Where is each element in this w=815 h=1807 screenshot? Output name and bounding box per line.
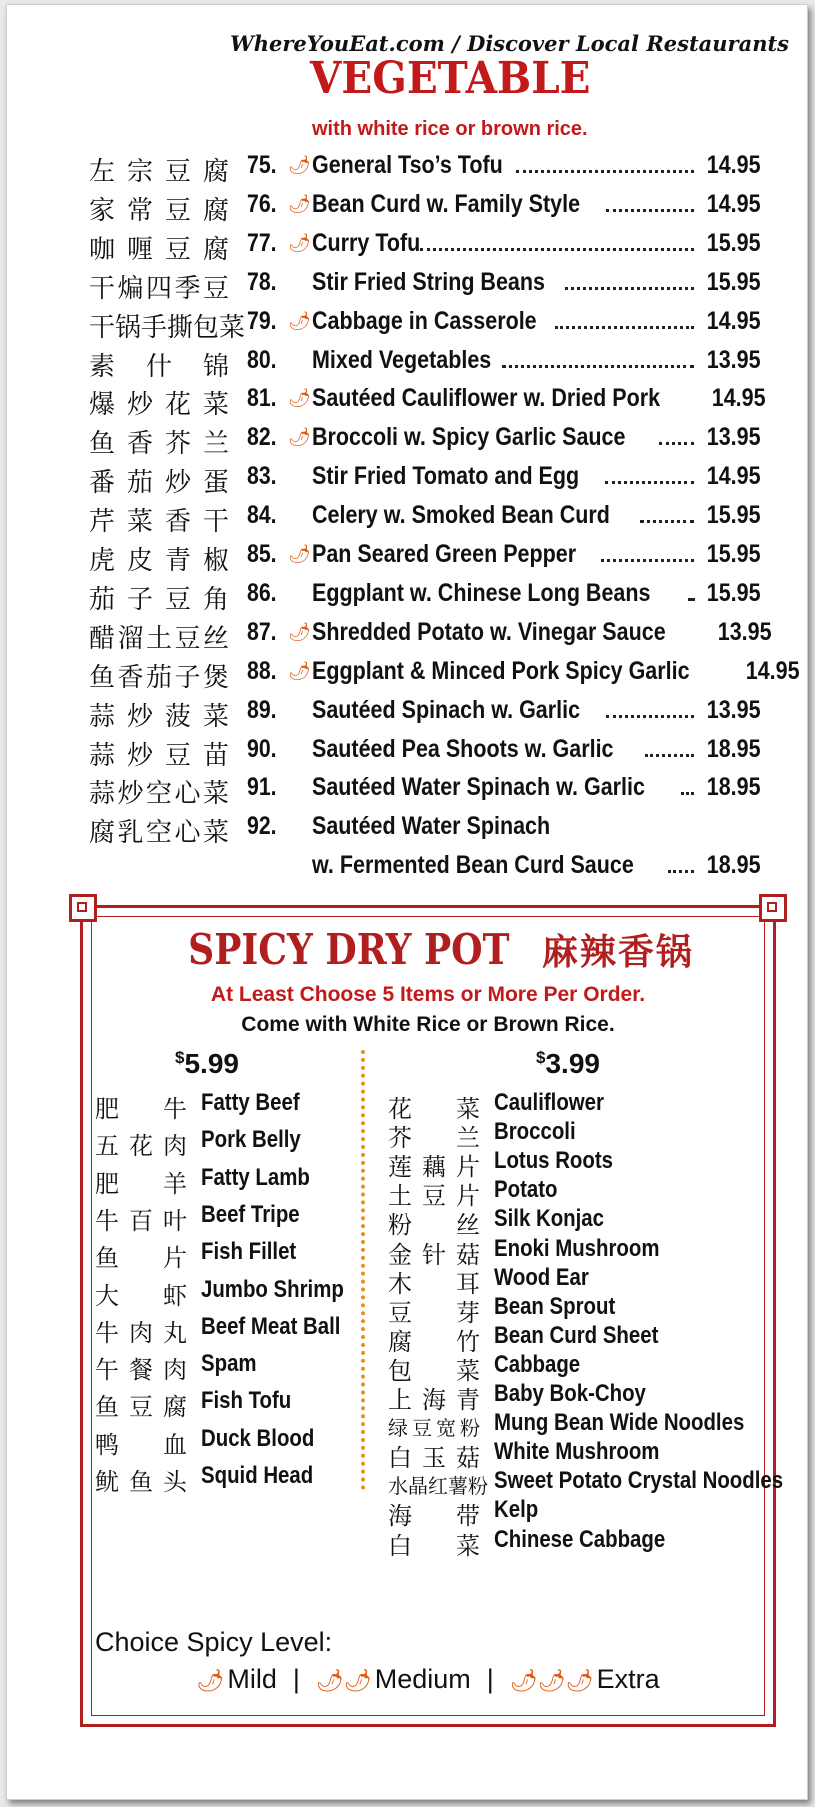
menu-item-row: [7, 540, 807, 576]
dot-leader: [606, 715, 695, 718]
left-column-price: [175, 1048, 239, 1080]
item-price: 15.95: [707, 501, 761, 530]
item-name: Bean Curd w. Family Style: [312, 189, 581, 218]
chinese-name: 肥羊: [95, 1169, 187, 1198]
menu-item-row: [7, 501, 807, 537]
item-name: Enoki Mushroom: [494, 1234, 660, 1262]
chili-pepper-icon: 🌶: [288, 544, 311, 565]
item-name: Pork Belly: [201, 1126, 301, 1154]
spicy-level-label: Mild: [227, 1664, 277, 1694]
spicy-level-label: Choice Spicy Level:: [95, 1627, 333, 1657]
dot-leader: [688, 598, 695, 601]
item-price: 14.95: [745, 656, 800, 685]
item-name: Celery w. Smoked Bean Curd: [312, 501, 610, 530]
item-name: Cauliflower: [494, 1089, 604, 1116]
item-price: 15.95: [707, 267, 761, 296]
item-line: [312, 696, 761, 725]
corner-ornament: [759, 894, 787, 922]
menu-item-row-continued: [7, 851, 807, 887]
minimum-order-note: At Least Choose 5 Items or More Per Order.: [210, 983, 646, 1006]
right-column-price: [536, 1048, 600, 1080]
chinese-name: 蒜炒菠菜: [89, 701, 229, 732]
item-name-line2: w. Fermented Bean Curd Sauce: [312, 851, 634, 880]
item-name: Cabbage: [494, 1350, 581, 1378]
chinese-name: 番茄炒蛋: [89, 468, 229, 499]
item-number: 88.: [247, 656, 277, 685]
item-name: Squid Head: [201, 1462, 314, 1489]
item-number: 90.: [247, 734, 277, 763]
dot-leader: [565, 287, 695, 290]
dot-leader: [659, 442, 695, 445]
item-name: Cabbage in Casserole: [312, 306, 537, 335]
item-number: 75.: [247, 151, 277, 179]
item-line: [312, 190, 761, 219]
vegetable-title: VEGETABLE: [310, 53, 591, 104]
dot-leader: [668, 870, 694, 873]
chinese-name: 午餐肉: [95, 1356, 187, 1385]
item-line: [312, 384, 766, 413]
item-line: [312, 501, 761, 530]
chinese-name: 绿豆宽粉: [388, 1416, 480, 1441]
corner-ornament: [69, 894, 97, 922]
spicy-level-mild: [196, 1664, 276, 1694]
chinese-name: 虎皮青椒: [89, 546, 229, 576]
item-number: 84.: [247, 501, 277, 530]
item-name: Sautéed Cauliflower w. Dried Pork: [312, 384, 661, 413]
chili-pepper-icon: 🌶🌶: [315, 1668, 372, 1693]
item-name: Shredded Potato w. Vinegar Sauce: [312, 617, 666, 646]
chinese-name: 芥兰: [388, 1124, 480, 1153]
chili-pepper-icon: 🌶🌶🌶: [509, 1668, 594, 1693]
menu-item-row: [7, 190, 807, 226]
item-name: Lotus Roots: [494, 1147, 613, 1175]
item-line: [312, 735, 761, 764]
chinese-name: 爆炒花菜: [89, 390, 229, 421]
item-price: 15.95: [707, 578, 761, 607]
item-name: Beef Tripe: [201, 1200, 300, 1228]
item-name: Mixed Vegetables: [312, 345, 492, 374]
column-divider: [361, 1050, 365, 1490]
dot-leader: [605, 481, 695, 484]
chinese-name: 蒜炒豆苗: [89, 740, 229, 771]
menu-item-row: [7, 657, 807, 693]
item-name: Fatty Lamb: [201, 1163, 310, 1191]
item-price: 13.95: [707, 695, 761, 724]
item-price: 14.95: [707, 189, 761, 218]
spicy-level-label: Medium: [374, 1664, 471, 1694]
spicy-dry-pot-title-en: SPICY DRY POT: [188, 925, 510, 974]
item-name: Sautéed Spinach w. Garlic: [312, 695, 581, 724]
chinese-name: 土豆片: [388, 1182, 480, 1211]
chinese-name: 白玉菇: [388, 1444, 480, 1473]
dot-leader: [681, 792, 694, 795]
chinese-name: 鱿鱼头: [95, 1468, 187, 1496]
dot-leader: [645, 754, 695, 757]
item-line: [312, 851, 761, 880]
menu-item-row: [7, 229, 807, 265]
item-price: 18.95: [707, 734, 761, 763]
dot-leader: [516, 170, 695, 173]
menu-item-row: [7, 307, 807, 343]
item-line: [312, 462, 761, 491]
right-price-value: 3.99: [545, 1048, 600, 1079]
item-line: [312, 268, 761, 297]
spicy-levels: [83, 1664, 773, 1695]
chinese-name: 鱼豆腐: [95, 1393, 187, 1422]
dot-leader: [555, 326, 694, 329]
chili-pepper-icon: 🌶: [288, 310, 311, 332]
menu-page: [6, 4, 808, 1800]
item-name: Silk Konjac: [494, 1205, 604, 1233]
chinese-name: 五花肉: [95, 1132, 187, 1161]
dot-leader: [601, 559, 694, 562]
spicy-level-label: Extra: [596, 1664, 660, 1694]
menu-item-row: [7, 773, 807, 809]
chinese-name: 左宗豆腐: [89, 157, 229, 187]
item-number: 78.: [247, 267, 277, 296]
chinese-name: 上海青: [388, 1386, 480, 1414]
chinese-name: 豆芽: [388, 1298, 480, 1327]
item-number: 76.: [247, 189, 277, 218]
item-number: 83.: [247, 462, 277, 491]
chili-pepper-icon: 🌶: [288, 232, 311, 254]
watermark: WhereYouEat.com / Discover Local Restaurants: [230, 31, 789, 56]
menu-item-row: [7, 579, 807, 615]
chinese-name: 木耳: [388, 1269, 480, 1298]
item-name: Chinese Cabbage: [494, 1525, 666, 1553]
chinese-name: 大虾: [95, 1281, 187, 1310]
chili-pepper-icon: 🌶: [288, 660, 311, 682]
item-name: Beef Meat Ball: [201, 1312, 341, 1340]
dot-leader: [640, 520, 694, 523]
item-name: Pan Seared Green Pepper: [312, 540, 577, 568]
chili-pepper-icon: 🌶: [288, 388, 311, 410]
item-price: 15.95: [707, 228, 761, 257]
chinese-name: 素什锦: [89, 351, 229, 382]
item-number: 85.: [247, 540, 277, 568]
chinese-name: 干煸四季豆: [89, 273, 229, 304]
dot-leader: [502, 365, 694, 368]
spicy-level-medium: [316, 1664, 471, 1694]
menu-item-row: [7, 618, 807, 654]
item-number: 80.: [247, 345, 277, 374]
chinese-name: 腐乳空心菜: [89, 818, 229, 849]
left-price-value: 5.99: [184, 1048, 239, 1079]
item-name: Jumbo Shrimp: [201, 1275, 344, 1303]
item-number: 91.: [247, 773, 277, 802]
item-line: [312, 151, 761, 180]
item-number: 87.: [247, 617, 277, 646]
item-name: White Mushroom: [494, 1438, 660, 1466]
item-name: Fatty Beef: [201, 1089, 300, 1116]
item-number: 92.: [247, 812, 277, 841]
menu-item-row: [7, 462, 807, 498]
menu-item-row: [7, 812, 807, 848]
item-price: 18.95: [707, 851, 761, 880]
chinese-name: 鱼香茄子煲: [89, 662, 229, 693]
chinese-name: 白菜: [388, 1531, 480, 1560]
item-number: 81.: [247, 384, 277, 413]
item-line: [312, 229, 761, 258]
item-price: 14.95: [711, 384, 766, 413]
chinese-name: 咖喱豆腐: [89, 234, 229, 265]
chinese-name: 牛肉丸: [95, 1318, 187, 1347]
chinese-name: 鱼香芥兰: [89, 429, 229, 460]
item-number: 82.: [247, 423, 277, 452]
item-name: Potato: [494, 1176, 558, 1204]
chinese-name: 金针菇: [388, 1240, 480, 1269]
menu-item-row: [7, 696, 807, 732]
rice-note: Come with White Rice or Brown Rice.: [241, 1013, 615, 1036]
item-name: Bean Sprout: [494, 1292, 616, 1320]
item-number: 89.: [247, 695, 277, 724]
item-price: 14.95: [707, 151, 761, 179]
chinese-name: 包菜: [388, 1356, 480, 1385]
item-line: [312, 773, 761, 802]
level-separator: |: [486, 1664, 494, 1694]
chinese-name: 粉丝: [388, 1211, 480, 1240]
chili-pepper-icon: 🌶: [196, 1668, 225, 1693]
chili-pepper-icon: 🌶: [288, 427, 311, 449]
chili-pepper-icon: 🌶: [288, 621, 311, 643]
chinese-name: 牛百叶: [95, 1206, 187, 1235]
item-name: Fish Tofu: [201, 1387, 292, 1415]
item-line: [312, 307, 761, 336]
item-name: Sweet Potato Crystal Noodles: [494, 1467, 784, 1495]
chili-pepper-icon: 🌶: [288, 155, 311, 176]
item-price: 13.95: [707, 423, 761, 452]
chinese-name: 鱼片: [95, 1244, 187, 1273]
item-name: Wood Ear: [494, 1263, 589, 1291]
chinese-name: 肥牛: [95, 1095, 187, 1123]
item-name: Eggplant w. Chinese Long Beans: [312, 578, 651, 607]
item-name: Spam: [201, 1350, 257, 1378]
chinese-name: 腐竹: [388, 1327, 480, 1356]
item-name: Duck Blood: [201, 1424, 315, 1452]
item-line: [312, 579, 761, 608]
item-name: Bean Curd Sheet: [494, 1321, 659, 1349]
spicy-level-extra: [510, 1664, 660, 1694]
item-line: [312, 656, 800, 686]
menu-item-row: [7, 423, 807, 459]
item-name: Kelp: [494, 1496, 539, 1524]
item-number: 79.: [247, 306, 277, 335]
level-separator: |: [292, 1664, 300, 1694]
chili-pepper-icon: 🌶: [288, 193, 311, 215]
item-name: Eggplant & Minced Pork Spicy Garlic: [312, 656, 690, 685]
item-line: [312, 540, 761, 569]
chinese-name: 莲藕片: [388, 1153, 480, 1182]
item-price: 13.95: [717, 617, 772, 646]
spicy-dry-pot-title: [83, 924, 773, 975]
dollar-sign: $: [536, 1048, 546, 1067]
menu-item-row: [7, 151, 807, 187]
item-line: [312, 423, 761, 452]
menu-item-row: [7, 268, 807, 304]
item-price: 18.95: [707, 773, 761, 802]
item-name: Sautéed Pea Shoots w. Garlic: [312, 734, 614, 763]
item-name: Stir Fried String Beans: [312, 267, 545, 296]
chinese-name: 醋溜土豆丝: [89, 623, 229, 654]
item-price: 14.95: [707, 306, 761, 335]
chinese-name: 鸭血: [95, 1430, 187, 1459]
item-name: Sautéed Water Spinach: [312, 812, 551, 841]
chinese-name: 花菜: [388, 1095, 480, 1123]
chinese-name: 海带: [388, 1502, 480, 1531]
item-line: [312, 346, 761, 375]
item-name: Broccoli w. Spicy Garlic Sauce: [312, 423, 626, 452]
spicy-dry-pot-title-zh: 麻辣香锅: [541, 931, 694, 973]
dot-leader: [606, 209, 695, 212]
menu-item-row: [7, 384, 807, 420]
item-number: 86.: [247, 578, 277, 607]
item-price: 14.95: [707, 462, 761, 491]
chinese-name: 干锅手撕包菜: [89, 312, 246, 343]
item-name: Curry Tofu: [312, 228, 421, 257]
item-name: Stir Fried Tomato and Egg: [312, 462, 580, 491]
item-name: General Tso’s Tofu: [312, 151, 503, 179]
item-name: Sautéed Water Spinach w. Garlic: [312, 773, 645, 802]
chinese-name: 芹菜香干: [89, 507, 229, 538]
chinese-name: 水晶红薯粉: [388, 1474, 488, 1499]
chinese-name: 蒜炒空心菜: [89, 779, 229, 810]
chinese-name: 家常豆腐: [89, 195, 229, 226]
item-name: Mung Bean Wide Noodles: [494, 1409, 745, 1437]
item-name: Broccoli: [494, 1118, 576, 1146]
item-number: 77.: [247, 228, 277, 257]
menu-item-row: [7, 735, 807, 771]
item-line: [312, 617, 772, 647]
item-name: Fish Fillet: [201, 1238, 297, 1266]
item-name: Baby Bok-Choy: [494, 1380, 646, 1407]
vegetable-subtitle: with white rice or brown rice.: [312, 118, 588, 140]
spicy-dry-pot-box: [80, 905, 784, 1727]
dot-leader: [420, 248, 695, 251]
dollar-sign: $: [175, 1048, 185, 1067]
item-price: 13.95: [707, 345, 761, 374]
item-price: 15.95: [707, 540, 761, 568]
menu-item-row: [7, 346, 807, 382]
chinese-name: 茄子豆角: [89, 584, 229, 615]
